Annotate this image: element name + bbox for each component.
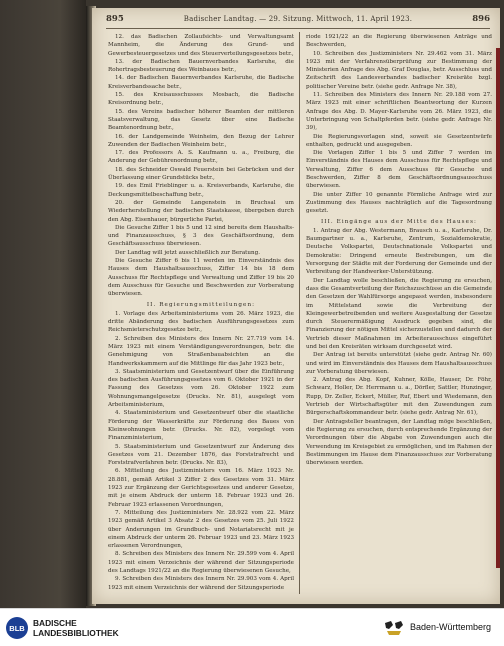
blb-name[interactable] xyxy=(33,618,119,638)
paragraph: Der Antragsteller beantragen, der Landtag möge beschließen, die Regierung zu ersuchen, durch entsprechende Ergänzung der Verordnungen über die Abgabe von Zuwendungen auch die Verwendung im Kreisgebiet zu ermöglichen, und im Rahmen der Bestimmungen im Hause dem Finanzausschuss zur Vorberatung überwiesen werden. xyxy=(306,418,492,467)
paragraph: 11. Schreiben des Ministers des Innern Nr. 29.188 vom 27. März 1923 mit einer schriftlichen Beantwortung der Kurzen Anfrage des Abg. D. Mayer-Karlsruhe vom 26. März 1923, die Unterbringung von Schaltpferden betr. (siehe gedr. Anfrage Nr. 39), xyxy=(306,92,492,132)
paragraph: 9. Schreiben des Ministers des Innern Nr. 29.903 vom 4. April 1923 mit einem Verzeichnis der während der Sitzungsperiode xyxy=(108,576,294,591)
paragraph: 15. des Vereins badischer höherer Beamten der mittleren Staatsverwaltung, das Gesetz über eine Badische Beamtenordnung betr., xyxy=(108,108,294,132)
paragraph: Die Regierungsvorlagen sind, soweit sie Gesetzentwürfe enthalten, gedruckt und ausgegeben. xyxy=(306,133,492,148)
blb-name-line1: BADISCHE xyxy=(33,618,77,628)
running-head xyxy=(106,14,490,28)
paragraph: 18. des Schneider Oswald Feuerstein bei Gebrücken und der Überlassung einer Grundstücks betr., xyxy=(108,166,294,182)
paragraph: riode 1921/22 an die Regierung überwiesenen Anträge und Beschwerden, xyxy=(306,34,492,49)
book-edge xyxy=(0,0,86,608)
paragraph: 7. Mitteilung des Justizministers Nr. 28.922 vom 22. März 1923 gemäß Artikel 3 Absatz 2 des Gesetzes vom 25. Juli 1922 über Anderungen im Grundbuch- und Notariatsrecht mit je einem Abdruck der unterm 26. Februar 1923 und 23. März 1923 erlassenen Verordnungen, xyxy=(108,509,294,550)
paragraph: 2. Antrag des Abg. Kopf, Kuhner, Kölle, Hauser, Dr. Föhr, Schwarz, Holler, Dr. Herrmann u. a., Dörfler, Sattler, Hunzinger, Rupp, Dr. Zeller, Eckert, Müller, Ruf, Ebert und Wiedemann, den Vertrieb der Wirtschaftsgüter mit den Zuwendungen zum Bürgerschaftskommandeur betr. (siehe gedr. Antrag Nr. 61), xyxy=(306,377,492,417)
paragraph: Der Landtag will jetzt ausschließlich zur Beratung. xyxy=(115,249,260,256)
blb-name-line2: LANDESBIBLIOTHEK xyxy=(33,628,119,638)
baden-wuerttemberg-label[interactable]: Baden-Württemberg xyxy=(410,622,492,632)
column-divider xyxy=(299,32,300,594)
paragraph: Der Antrag ist bereits unterstützt (siehe gedr. Antrag Nr. 60) und wird im Einverständnis des Hauses dem Haushaltsausschuss zur Vorberatung überwiesen. xyxy=(306,352,492,375)
page-number-right: 896 xyxy=(472,14,490,24)
paragraph: Die Gesuche Ziffer 1 bis 5 und 12 sind bereits dem Haushalts- und Finanzausschuss, § 3 des Geschäftsordnung, dem Geschäftsausschuss überwiesen. xyxy=(108,224,294,248)
paragraph: 2. Schreiben des Ministers des Innern Nr. 27.719 vom 14. März 1923 mit einem Verständigungsverordnungen, betr. die Genehmigung von Straßenbauabsichten an die Handwerkskammern auf die Mittlinge für das Jahr 1923 betr., xyxy=(108,335,294,367)
paragraph: Der Landtag wolle beschließen, die Regierung zu ersuchen, dass die Gesamtverteilung der Reichszuschüsse an die Gemeinde den Gesetzen der Wahlfürsorge angepasst werden, insbesondere im Mittelstand sowie die Verbreitung der Kleingewerbetreibenden und weitere Ausgestaltung der Gesetze durch Steuerermäßigung Ausdruck gegeben sind, die Finanzierung der nötigen Mittel sicherzustellen und dadurch der Vertrieb dieser Maßnahmen im Arbeiterausschuss eingeführt und bei den Kreisräten wirksam durchgesetzt wird. xyxy=(306,277,492,350)
blb-logo[interactable]: BLB xyxy=(6,617,28,639)
paragraph: 1. Antrag der Abg. Westermann, Brausch u. a., Karlsruhe, Dr. Baumgartner u. a., Karlsruhe, Zentrum, Sozialdemokratie, Deutsche Volkspartei, Deutschnationale Volkspartei und Demokratie: Dringend erneute Bestrebungen, um die Versorgung der Städte mit der Forderung der Gemeinde und der Verbreitung der Handwerker-Unterstützung. xyxy=(306,227,492,276)
document-page xyxy=(92,8,500,604)
paragraph: 14. der Badischen Bauernverbandes Karlsruhe, die Badische Kreisverbandssache betr., xyxy=(108,75,294,90)
section-heading: II. Regierungsmitteilungen: xyxy=(146,301,256,308)
paragraph: 10. Schreiben des Justizministers Nr. 29.462 vom 31. März 1923 mit der Verfahrensüberprüfung zur Bestimmung der Ministerien Anfrage des Abg. Graf Douglas, betr. Ausschluss und Zeitschrift des Landesverbandes badischer Kreisräte bzgl. politischer Vereine betr. (siehe gedr. Anfrage Nr. 38), xyxy=(306,50,492,90)
left-text-column xyxy=(108,33,294,592)
paragraph: Die Vorlagen Ziffer 1 bis 5 und Ziffer 7 werden im Einverständnis des Hauses dem Ausschuss für Rechtspflege und Verwaltung, Ziffer 6 dem Ausschuss für Gesuche und Beschwerden, Ziffer 8 dem Geschäftsordnungsausschuss überwiesen. xyxy=(306,150,492,190)
paragraph: 19. des Emil Frieblinger u. a. Kreisverbands, Karlsruhe, die Deckungsmittelbeschaffung betr., xyxy=(108,183,294,198)
paragraph: 16. der Landgemeinde Weinheim, den Bezug der Lehrer Zuwenden der Badischen Weinheim betr., xyxy=(108,133,294,148)
paragraph: 8. Schreiben des Ministers des Innern Nr. 29.599 vom 4. April 1923 mit einem Verzeichnis der während der Sitzungsperiode des Landtags 1921/22 an die Regierung überwiesenen Gesuche, xyxy=(108,551,294,574)
baden-wuerttemberg-crest-icon xyxy=(383,619,405,637)
paragraph: 20. der Gemeinde Langenstein in Bruchsal um Wiederherstellung der badischen Staatskasse, übergeben durch den Abg. Eisenhauer, bürgerliche Partei, xyxy=(108,199,294,223)
footer-bar xyxy=(0,608,504,646)
paragraph: 15. des Kreisausschusses Mosbach, die Badische Kreisordnung betr., xyxy=(108,92,294,107)
paragraph: 3. Staatsministerium und Gesetzentwurf über die Einführung des badischen Ausführungsgesetzes vom 6. Oktober 1921 in der Fassung des Gesetzes vom 26. Oktober 1922 zum Wohnungsmangelgesetze (Drucks. Nr. 81), ausgelegt vom Arbeitsministerium, xyxy=(108,368,294,409)
paragraph: 5. Staatsministerium und Gesetzentwurf zur Änderung des Gesetzes vom 21. Dezember 1876, das Forststrafrecht und Forststrafverfahren betr. (Drucks. Nr. 83), xyxy=(108,443,294,467)
running-title: Badischer Landtag. — 29. Sitzung. Mittwoch, 11. April 1923. xyxy=(183,15,413,23)
paragraph: 4. Staatsministerium und Gesetzentwurf über die staatliche Förderung der Wasserkräfte zur Förderung des Baues von Kleinwohnungen betr. (Drucks. Nr. 82), vorgelegt vom Finanzministerium, xyxy=(108,410,294,442)
header-rule xyxy=(106,28,490,29)
paragraph: 12. das Badischen Zollaufsichts- und Verwaltungsamt Mannheim, die Änderung des Grund- und Gewerbesteuergesetzes und des Steuerverteilungsgesetzes betr., xyxy=(108,34,294,57)
paragraph: 1. Vorlage des Arbeitsministeriums vom 26. März 1923, die dritte Abänderung des badischen Ausführungsgesetzes zum Reichsmieterschutzgesetze betr., xyxy=(108,310,294,334)
paragraph: Die unter Ziffer 10 genannte Förmliche Anfrage wird zur Zustimmung des Hauses nachträglich auf die Tagesordnung gesetzt. xyxy=(306,191,492,215)
page-number-left: 895 xyxy=(106,14,124,24)
page-edge-strip xyxy=(496,48,500,568)
right-text-column xyxy=(306,33,492,467)
paragraph: 6. Mitteilung des Justizministers vom 16. März 1923 Nr. 28.881, gemäß Artikel 3 Ziffer 2 des Gesetzes vom 31. März 1923 zur Ergänzung der Gerichtsgesetzes und anderer Gesetze, mit je einem Abdruck der unterm 18. Februar 1923 und 26. Februar 1923 erlassenen Verordnungen, xyxy=(108,468,294,508)
section-heading: III. Eingänge aus der Mitte des Hauses: xyxy=(320,218,478,225)
paragraph: 13. der Badischen Bauernverbandes Karlsruhe, die Rohertragsbesteuerung des Weinbaues betr., xyxy=(108,58,294,74)
paragraph: Die Gesuche Ziffer 6 bis 11 werden im Einverständnis des Hauses dem Haushaltsausschuss, Ziffer 14 bis 18 dem Ausschuss für Rechtspflege und Verwaltung und Ziffer 19 bis 20 dem Ausschuss für Gesuche und Beschwerden zur Vorberatung überwiesen. xyxy=(108,258,294,298)
paragraph: 17. des Professors A. S. Kaufmann u. a., Freiburg, die Anderung der Gebührenordnung betr., xyxy=(108,150,294,165)
